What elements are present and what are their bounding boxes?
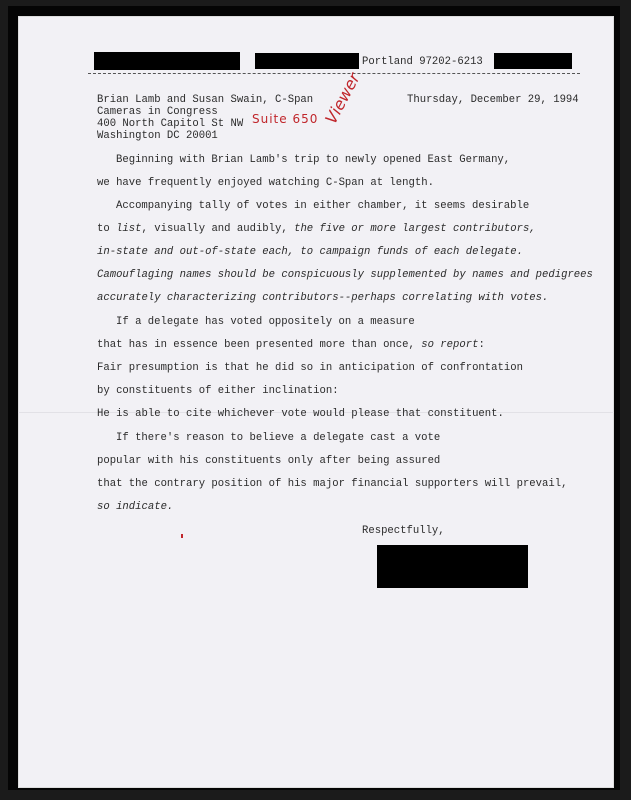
body-text-italic: so report — [421, 339, 479, 351]
body-line — [97, 339, 485, 352]
body-text-italic: list — [116, 223, 142, 235]
body-line: we have frequently enjoyed watching C-Span at length. — [97, 177, 434, 189]
recipient-line-1: Brian Lamb and Susan Swain, C-Span — [97, 94, 314, 106]
header-rule — [88, 73, 580, 74]
redacted-signature — [377, 545, 528, 588]
redacted-sender-name — [94, 52, 240, 70]
handwritten-suite: Suite 650 — [252, 112, 319, 126]
body-line — [97, 223, 536, 236]
closing: Respectfully, — [362, 525, 445, 537]
letter-date: Thursday, December 29, 1994 — [407, 94, 579, 106]
redacted-sender-street — [255, 53, 359, 69]
body-line: that the contrary position of his major financial supporters will prevail, — [97, 478, 568, 490]
body-line: He is able to cite whichever vote would please that constituent. — [97, 408, 504, 420]
redacted-sender-phone — [494, 53, 572, 69]
body-line: Beginning with Brian Lamb's trip to newly opened East Germany, — [116, 154, 511, 166]
body-text: to — [97, 223, 117, 235]
body-text: , visually and audibly, — [141, 223, 295, 235]
recipient-line-2: Cameras in Congress — [97, 106, 218, 118]
body-text: that has in essence been presented more than once, — [97, 339, 422, 351]
body-line: so indicate. — [97, 501, 174, 513]
body-line: by constituents of either inclination: — [97, 385, 339, 397]
body-line: popular with his constituents only after being assured — [97, 455, 441, 467]
body-line: Accompanying tally of votes in either chamber, it seems desirable — [116, 200, 530, 212]
body-line: Camouflaging names should be conspicuously supplemented by names and pedigrees — [97, 269, 593, 281]
body-text: : — [478, 339, 485, 351]
sender-city-zip: Portland 97202-6213 — [362, 56, 483, 68]
recipient-line-4: Washington DC 20001 — [97, 130, 218, 142]
recipient-line-3: 400 North Capitol St NW — [97, 118, 244, 130]
body-line: If there's reason to believe a delegate cast a vote — [116, 432, 441, 444]
handwritten-viewer: Viewer — [321, 69, 364, 127]
body-text-italic: the five or more largest contributors, — [294, 223, 536, 235]
body-line: If a delegate has voted oppositely on a measure — [116, 316, 415, 328]
body-line: accurately characterizing contributors--perhaps correlating with votes. — [97, 292, 549, 304]
body-line: in-state and out-of-state each, to campaign funds of each delegate. — [97, 246, 523, 258]
red-pen-mark — [181, 534, 183, 538]
body-line: Fair presumption is that he did so in anticipation of confrontation — [97, 362, 523, 374]
